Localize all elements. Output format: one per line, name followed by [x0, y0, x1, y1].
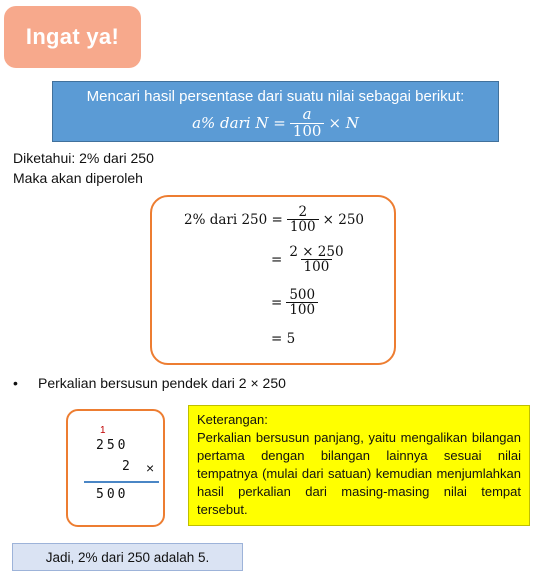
calc-line-3-fraction — [286, 288, 318, 317]
result-intro-text: Maka akan diperoleh — [13, 170, 143, 186]
formula-lhs: a% dari N = — [192, 114, 286, 133]
explanation-body: Perkalian bersusun panjang, yaitu mengalikan bilangan pertama dengan bilangan lainnya sesuai nilai tempatnya (mulai dari satuan) kemudian menjumlahkan hasil perkalian dari masing-masing nilai tempat tersebut. — [197, 429, 521, 517]
badge-label: Ingat ya! — [25, 24, 120, 49]
bullet-text: Perkalian bersusun pendek dari 2 × 250 — [38, 375, 286, 391]
calc-line-4: = 5 — [271, 331, 296, 347]
calc-line-1-numerator: 2 — [298, 204, 308, 220]
bullet-dot: • — [13, 375, 18, 391]
conclusion-box — [12, 543, 243, 571]
formula-intro: Mencari hasil persentase dari suatu nilai sebagai berikut: — [86, 88, 465, 105]
multiplier: 2 — [122, 459, 133, 474]
result-line — [84, 481, 159, 483]
product: 500 — [96, 487, 129, 502]
explanation-box — [188, 405, 530, 526]
formula-rhs: × N — [328, 114, 359, 133]
header-badge — [4, 6, 141, 68]
calc-line-2-numerator: 2 × 250 — [289, 244, 344, 260]
multiply-sign: × — [146, 460, 155, 476]
calc-line-3-denominator: 100 — [286, 302, 318, 317]
calc-line-2 — [271, 245, 347, 274]
explanation-title: Keterangan: — [197, 412, 268, 427]
formula-denominator: 100 — [290, 123, 325, 140]
calc-line-2-fraction — [286, 245, 346, 274]
conclusion-text: Jadi, 2% dari 250 adalah 5. — [45, 549, 210, 565]
calc-line-1-rhs: × 250 — [322, 211, 364, 228]
formula-expression — [53, 107, 498, 140]
formula-box — [52, 81, 499, 142]
formula-numerator: a — [302, 105, 312, 123]
calc-line-2-eq: = — [271, 251, 283, 268]
given-text: Diketahui: 2% dari 250 — [13, 150, 154, 166]
calc-line-1-lhs: 2% dari 250 = — [184, 211, 283, 228]
multiplicand: 250 — [96, 438, 129, 453]
calc-line-1-denominator: 100 — [287, 219, 319, 234]
carry-digit: 1 — [100, 425, 106, 436]
calc-line-1 — [184, 205, 364, 234]
calc-line-3-numerator: 500 — [289, 287, 316, 303]
formula-fraction — [290, 107, 325, 140]
calc-line-1-fraction — [287, 205, 319, 234]
calc-line-3 — [271, 288, 318, 317]
calc-line-2-denominator: 100 — [301, 259, 333, 274]
calc-line-3-eq: = — [271, 294, 283, 311]
